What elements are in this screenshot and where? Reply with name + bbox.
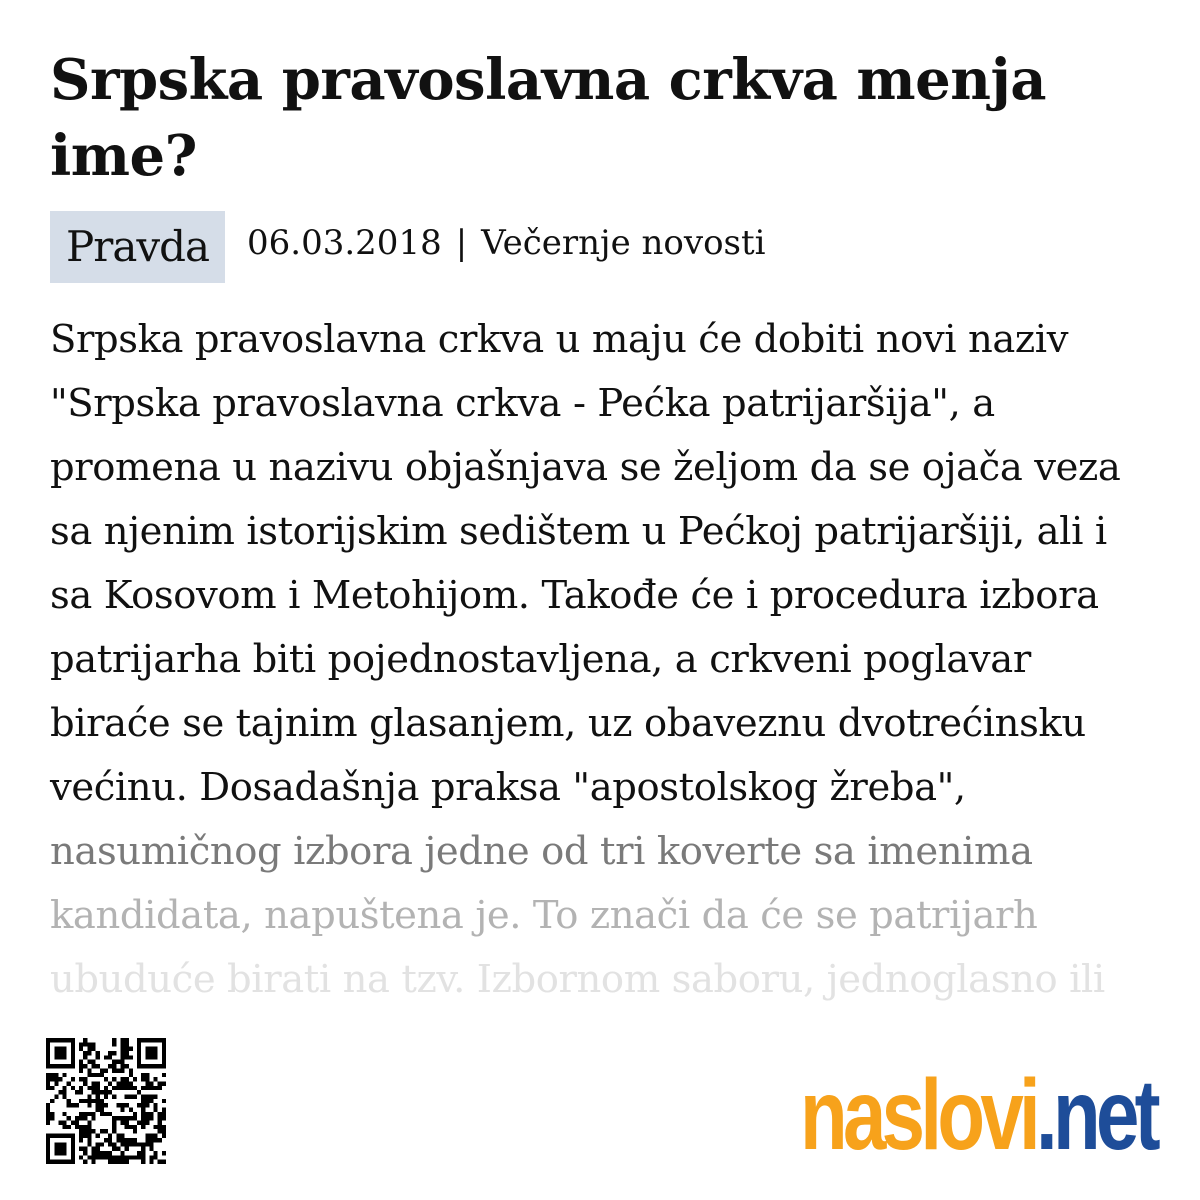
body-line: biraće se tajnim glasanjem, uz obaveznu dvotrećinsku bbox=[50, 701, 1086, 746]
body-line: većinu. Dosadašnja praksa "apostolskog žreba", bbox=[50, 765, 966, 810]
body-line: Srpska pravoslavna crkva u maju će dobiti novi naziv bbox=[50, 317, 1069, 362]
body-line: ubuduće birati na tzv. Izbornom saboru, jednoglasno ili bbox=[50, 957, 1105, 1002]
logo-text-naslovi: naslovi bbox=[800, 1059, 1037, 1171]
qr-code-icon bbox=[46, 1038, 166, 1164]
logo-text-net: .net bbox=[1036, 1059, 1156, 1171]
article-title: Srpska pravoslavna crkva menja ime? bbox=[50, 47, 1047, 189]
body-line: kandidata, napuštena je. To znači da će se patrijarh bbox=[50, 893, 1038, 938]
body-line: promena u nazivu objašnjava se željom da se ojača veza bbox=[50, 445, 1121, 490]
body-line: sa Kosovom i Metohijom. Takođe će i procedura izbora bbox=[50, 573, 1099, 618]
article-date: 06.03.2018 bbox=[247, 223, 442, 263]
body-line: "Srpska pravoslavna crkva - Pećka patrijaršija", a bbox=[50, 381, 995, 426]
naslovi-logo[interactable] bbox=[800, 1060, 1156, 1170]
article-source[interactable]: Večernje novosti bbox=[481, 223, 766, 263]
body-line: nasumičnog izbora jedne od tri koverte sa imenima bbox=[50, 829, 1033, 874]
meta-separator: | bbox=[455, 223, 468, 263]
dateline bbox=[247, 221, 766, 265]
article-body bbox=[50, 308, 1160, 1012]
body-line: patrijarha biti pojednostavljena, a crkveni poglavar bbox=[50, 637, 1031, 682]
category-badge[interactable]: Pravda bbox=[50, 211, 225, 283]
article-meta bbox=[50, 211, 766, 283]
body-line: sa njenim istorijskim sedištem u Pećkoj patrijaršiji, ali i bbox=[50, 509, 1107, 554]
